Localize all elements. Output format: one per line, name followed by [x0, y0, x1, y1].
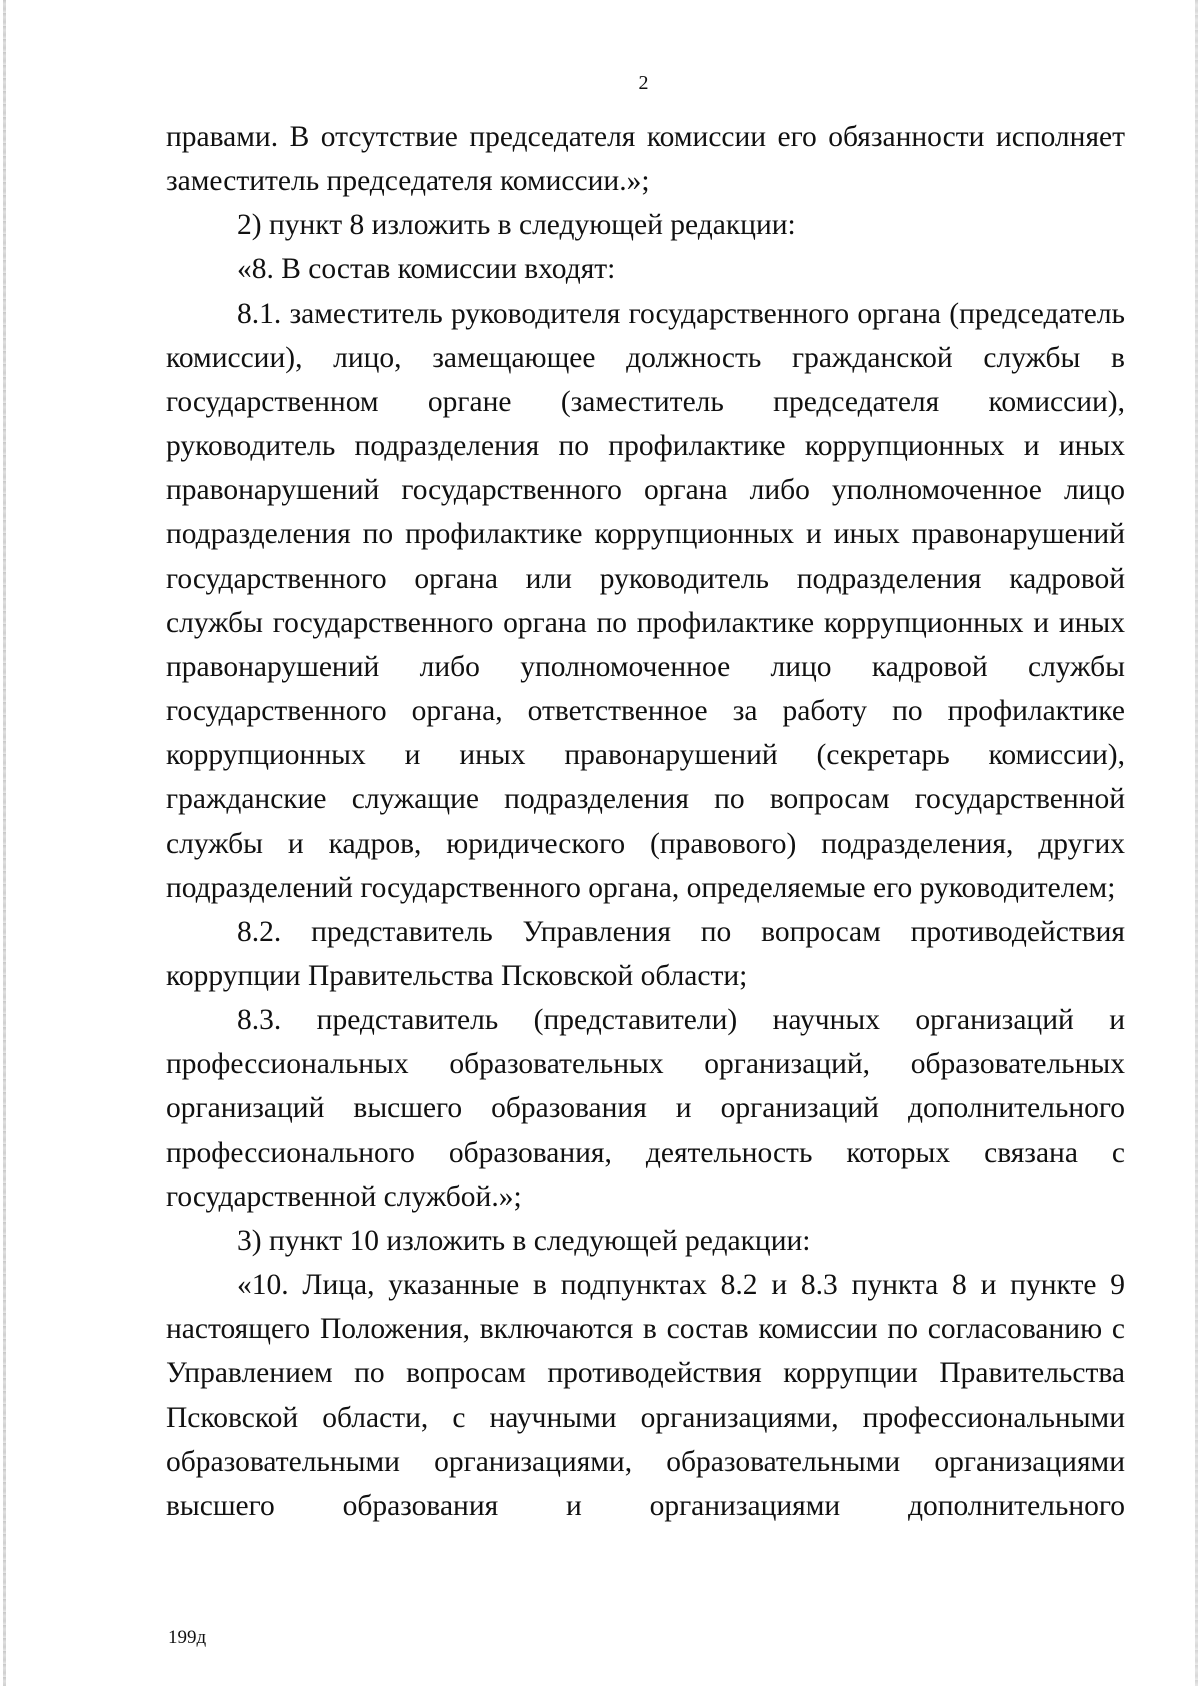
scan-edge-right: [1195, 0, 1198, 1686]
paragraph-subpoint-8-1: 8.1. заместитель руководителя государственного органа (председатель комиссии), лицо, замещающее должность гражданской службы в государственном органе (заместитель председателя комиссии), руководитель подразделения по профилактике коррупционных и иных правонарушений государственного органа либо уполномоченное лицо подразделения по профилактике коррупционных и иных правонарушений государственного органа или руководитель подразделения кадровой службы государственного органа по профилактике коррупционных и иных правонарушений либо уполномоченное лицо кадровой службы государственного органа, ответственное за работу по профилактике коррупционных и иных правонарушений (секретарь комиссии), гражданские служащие подразделения по вопросам государственной службы и кадров, юридического (правового) подразделения, других подразделений государственного органа, определяемые его руководителем;: [166, 297, 1125, 904]
paragraph-point-10: «10. Лица, указанные в подпунктах 8.2 и 8.3 пункта 8 и пункте 9 настоящего Положения, включаются в состав комиссии по согласованию с Управлением по вопросам противодействия коррупции Правительства Псковской области, с научными организациями, профессиональными образовательными организациями, образовательными организациями высшего образования и организациями дополнительного: [166, 1269, 1125, 1522]
paragraph-item-2: 2) пункт 8 изложить в следующей редакции:: [237, 209, 796, 242]
document-body: [166, 115, 1125, 1528]
paragraph-item-3: 3) пункт 10 изложить в следующей редакции:: [237, 1224, 811, 1257]
page-number: 2: [638, 72, 649, 94]
scan-edge-left: [3, 0, 6, 1686]
document-code: 199д: [168, 1627, 207, 1648]
paragraph-continuation: правами. В отсутствие председателя комиссии его обязанности исполняет заместитель председателя комиссии.»;: [166, 121, 1125, 198]
paragraph-subpoint-8-2: 8.2. представитель Управления по вопросам противодействия коррупции Правительства Псковской области;: [166, 915, 1125, 992]
paragraph-subpoint-8-3: 8.3. представитель (представители) научных организаций и профессиональных образовательных организаций, образовательных организаций высшего образования и организаций дополнительного профессионального образования, деятельность которых связана с государственной службой.»;: [166, 1004, 1125, 1213]
paragraph-point-8: «8. В состав комиссии входят:: [237, 253, 616, 286]
